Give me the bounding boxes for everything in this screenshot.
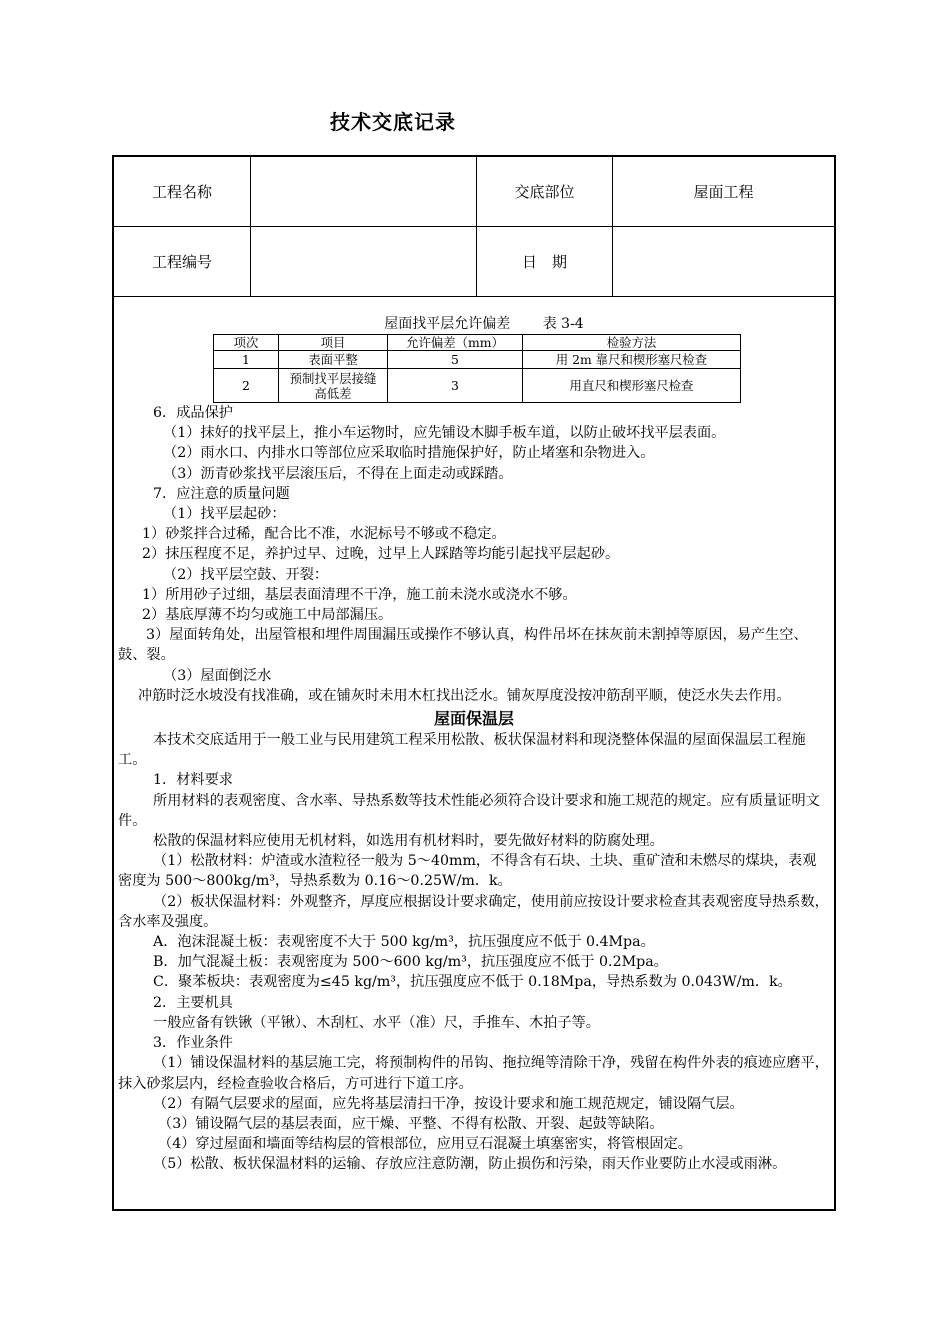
- table-number: 表 3-4: [542, 316, 584, 332]
- paragraph: （1）铺设保温材料的基层施工完，将预制构件的吊钩、拖拉绳等清除干净，残留在构件外表的痕迹应磨平，抹入砂浆层内，经检查验收合格后，方可进行下道工序。: [118, 1055, 829, 1092]
- paragraph: （1）抹好的找平层上，推小车运物时，应先铺设木脚手板车道，以防止破坏找平层表面。: [163, 425, 726, 442]
- date-label: 日 期: [476, 227, 612, 296]
- header-row-1: [114, 157, 834, 227]
- project-number-label: 工程编号: [151, 253, 212, 271]
- col-header-no: 项次: [214, 335, 279, 351]
- paragraph: 6．成品保护: [153, 405, 233, 421]
- paragraph: 1．材料要求: [153, 772, 233, 789]
- cell-tolerance: 3: [388, 369, 523, 403]
- cell-method: 用 2m 靠尺和楔形塞尺检查: [523, 351, 741, 369]
- document-title: 技术交底记录: [330, 110, 456, 134]
- deviation-table: [213, 334, 741, 403]
- paragraph: 2）抹压程度不足，养护过早、过晚，过早上人踩踏等均能引起找平层起砂。: [142, 546, 620, 563]
- paragraph: （5）松散、板状保温材料的运输、存放应注意防潮，防止损伤和污染，雨天作业要防止水浸或雨淋。: [153, 1156, 787, 1173]
- table-header-row: [214, 335, 741, 351]
- section-heading: 屋面保温层: [433, 709, 514, 729]
- cell-item: 预制找平层接缝高低差: [279, 369, 388, 403]
- paragraph: （4）穿过屋面和墙面等结构层的管根部位，应用豆石混凝土填塞密实，将管根固定。: [158, 1136, 692, 1153]
- paragraph: 1）砂浆拌合过稀，配合比不准，水泥标号不够或不稳定。: [142, 526, 506, 543]
- paragraph: 3）屋面转角处，出屋管根和埋件周围漏压或操作不够认真，构件吊坏在抹灰前未割掉等原因，易产生空、鼓、裂。: [118, 627, 808, 664]
- paragraph: （2）找平层空鼓、开裂：: [163, 566, 329, 583]
- paragraph: （3）屋面倒泛水: [163, 667, 272, 684]
- project-number-value: [250, 227, 476, 296]
- table-caption: [118, 314, 830, 334]
- paragraph: 2）基底厚薄不均匀或施工中局部漏压。: [142, 607, 393, 624]
- paragraph: 3．作业条件: [153, 1035, 233, 1052]
- paragraph: A．泡沫混凝土板：表观密度不大于 500 kg/m³，抗压强度应不低于 0.4Mpa。: [153, 934, 655, 951]
- paragraph: 本技术交底适用于一般工业与民用建筑工程采用松散、板状保温材料和现浇整体保温的屋面保温层工程施工。: [118, 732, 806, 769]
- paragraph: （1）松散材料：炉渣或水渣粒径一般为 5～40mm，不得含有石块、土块、重矿渣和未燃尽的煤块，表观密度为 500～800kg/m³，导热系数为 0.16～0.25W/m．k。: [118, 853, 817, 890]
- paragraph: （2）有隔气层要求的屋面，应先将基层清扫干净，按设计要求和施工规范规定，铺设隔气层。: [153, 1095, 744, 1112]
- table-row: [214, 369, 741, 403]
- paragraph: 所用材料的表观密度、含水率、导热系数等技术性能必须符合设计要求和施工规范的规定。应有质量证明文件。: [118, 792, 820, 829]
- paragraph: 2．主要机具: [153, 994, 233, 1011]
- paragraph: （1）找平层起砂：: [163, 506, 286, 523]
- paragraph: （2）雨水口、内排水口等部位应采取临时措施保护好，防止堵塞和杂物进入。: [163, 445, 655, 462]
- paragraph: 7．应注意的质量问题: [153, 485, 290, 502]
- col-header-item: 项目: [279, 335, 388, 351]
- paragraph: 一般应备有铁锹（平锹）、木刮杠、水平（准）尺，手推车、木拍子等。: [153, 1014, 600, 1031]
- content-body: [118, 314, 830, 1175]
- col-header-method: 检验方法: [523, 335, 741, 351]
- col-header-tolerance: 允许偏差（mm）: [388, 335, 523, 351]
- handover-record-frame: [112, 155, 836, 1211]
- cell-no: 1: [214, 351, 279, 369]
- project-name-label: 工程名称: [151, 183, 212, 201]
- table-row: [214, 351, 741, 369]
- cell-item: 表面平整: [279, 351, 388, 369]
- table-title: 屋面找平层允许偏差: [384, 316, 511, 332]
- cell-tolerance: 5: [388, 351, 523, 369]
- project-name-value: [250, 157, 476, 226]
- cell-method: 用直尺和楔形塞尺检查: [523, 369, 741, 403]
- paragraph: （2）板状保温材料：外观整齐，厚度应根据设计要求确定，使用前应按设计要求检查其表观密度导热系数，含水率及强度。: [118, 893, 829, 930]
- paragraph: （3）铺设隔气层的基层表面，应干燥、平整、不得有松散、开裂、起鼓等缺陷。: [158, 1115, 664, 1132]
- date-value: [612, 227, 834, 296]
- paragraph: （3）沥青砂浆找平层滚压后，不得在上面走动或踩踏。: [163, 465, 513, 482]
- header-row-2: [114, 227, 834, 297]
- paragraph: C．聚苯板块：表观密度为≤45 kg/m³，抗压强度应不低于 0.18Mpa，导热系数为 0.043W/m．k。: [153, 974, 792, 991]
- cell-no: 2: [214, 369, 279, 403]
- paragraph: 松散的保温材料应使用无机材料，如选用有机材料时，要先做好材料的防腐处理。: [153, 833, 664, 850]
- paragraph: B．加气混凝土板：表观密度为 500～600 kg/m³，抗压强度应不低于 0.2Mpa。: [153, 954, 668, 971]
- handover-part-value: 屋面工程: [612, 157, 834, 226]
- paragraph: 冲筋时泛水坡没有找准确，或在铺灰时未用木杠找出泛水。铺灰厚度没按冲筋刮平顺，使泛水失去作用。: [138, 687, 791, 704]
- paragraph: 1）所用砂子过细，基层表面清理不干净，施工前未浇水或浇水不够。: [142, 586, 577, 603]
- handover-part-label: 交底部位: [476, 157, 612, 226]
